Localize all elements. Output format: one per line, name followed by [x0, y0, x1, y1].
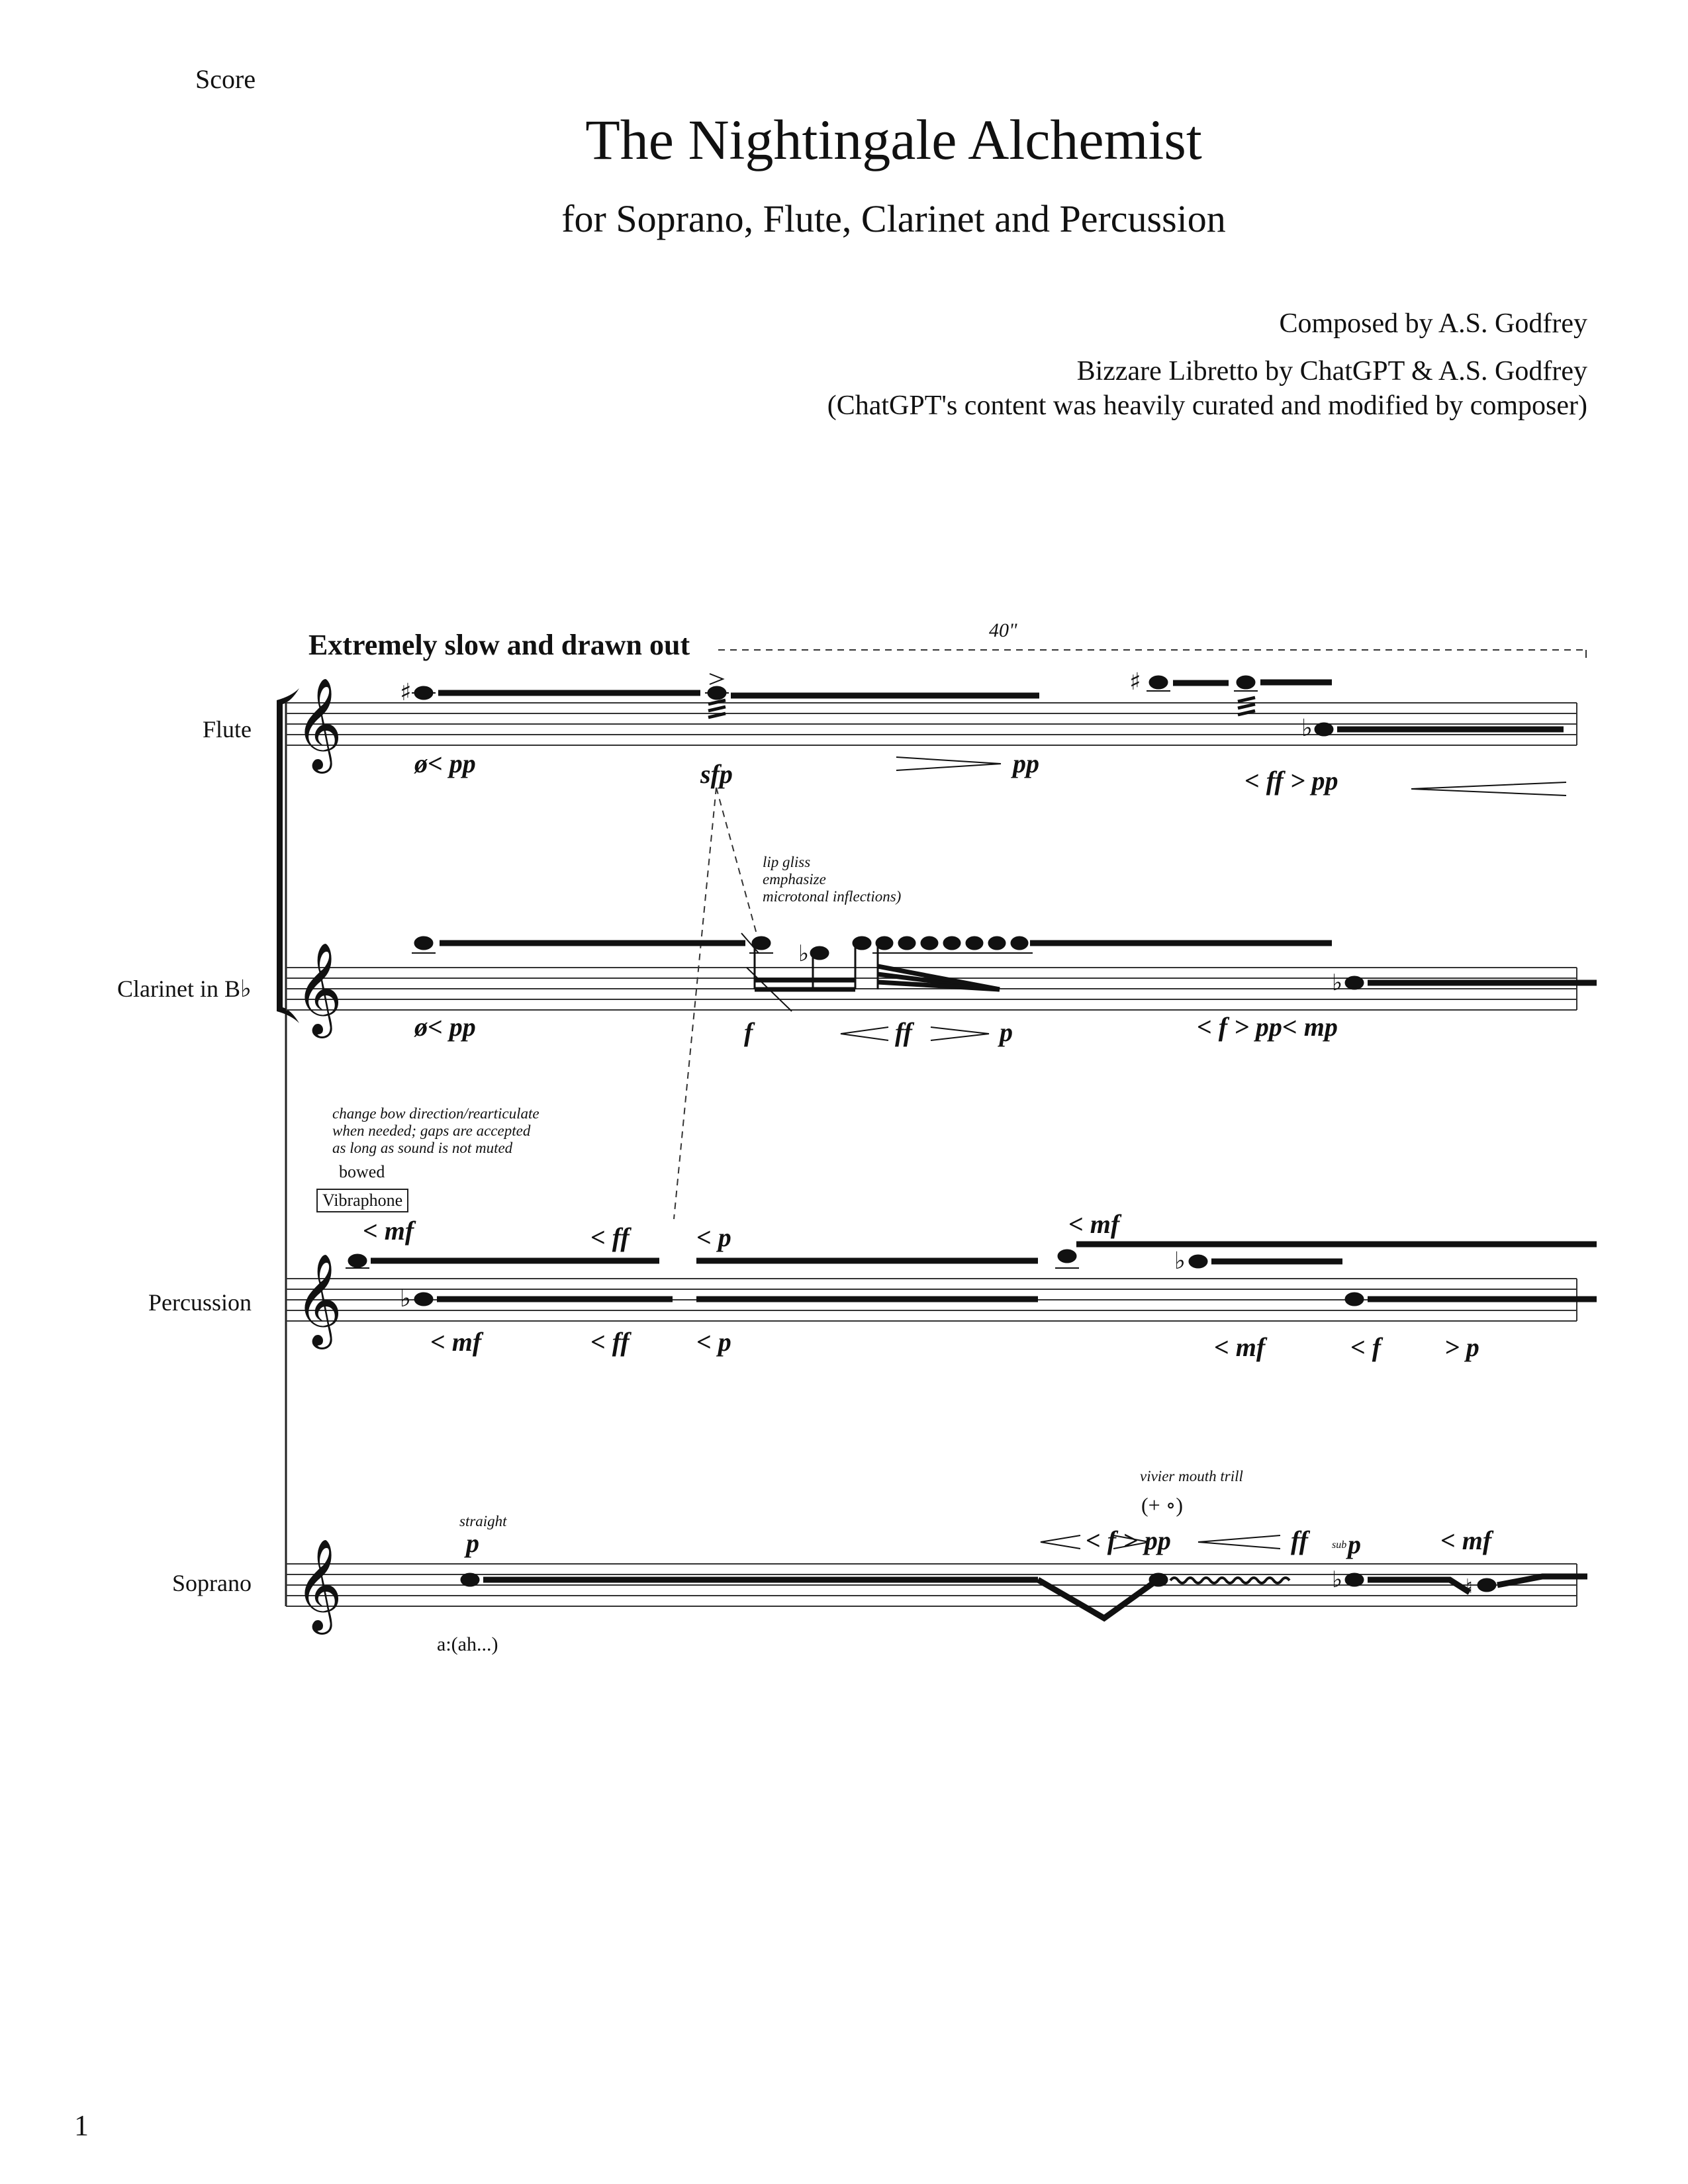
- soprano-straight: straight: [459, 1513, 507, 1529]
- percussion-bowed: bowed: [339, 1162, 385, 1181]
- page-subtitle: for Soprano, Flute, Clarinet and Percussion: [561, 197, 1226, 240]
- libretto-note: (ChatGPT's content was heavily curated and modified by composer): [827, 390, 1587, 421]
- clarinet-dynamic-1: ø< pp: [414, 1012, 476, 1042]
- soprano-lyric: a:(ah...): [437, 1633, 498, 1655]
- treble-clef-icon: 𝄞: [295, 1539, 342, 1631]
- soprano-dynamic-3: ff: [1291, 1525, 1308, 1555]
- instrument-label-soprano: Soprano: [172, 1570, 252, 1596]
- vibraphone-box: Vibraphone: [316, 1189, 408, 1212]
- cue-lines: [674, 788, 759, 1219]
- percussion-dynamic-top-1: < mf: [363, 1216, 414, 1246]
- page-number: 1: [74, 2109, 89, 2142]
- percussion-dynamic-bottom-4: < mf: [1214, 1332, 1266, 1362]
- clarinet-dynamic-4: p: [1000, 1017, 1013, 1047]
- percussion-dynamic-top-3: < p: [696, 1222, 731, 1252]
- tempo-marking: Extremely slow and drawn out: [308, 629, 690, 661]
- percussion-dynamic-bottom-1: < mf: [430, 1327, 482, 1357]
- percussion-dynamic-bottom-6: > p: [1444, 1332, 1479, 1362]
- clarinet-technique-3: microtonal inflections): [763, 888, 902, 905]
- instrument-label-flute: Flute: [202, 716, 252, 743]
- percussion-dynamic-bottom-5: < f: [1350, 1332, 1382, 1362]
- percussion-dynamic-bottom-3: < p: [696, 1327, 731, 1357]
- duration-bracket: [718, 650, 1586, 658]
- soprano-dynamic-1: p: [466, 1528, 479, 1558]
- soprano-dynamic-4: p: [1348, 1529, 1361, 1559]
- flute-dynamic-2: sfp: [700, 759, 733, 789]
- svg-text:♭: ♭: [1174, 1248, 1186, 1275]
- clarinet-technique-2: emphasize: [763, 871, 826, 887]
- percussion-dynamic-top-2: < ff: [590, 1222, 630, 1252]
- flute-dynamic-3: pp: [1013, 749, 1039, 778]
- clarinet-dynamic-5: < f > pp< mp: [1197, 1012, 1338, 1042]
- svg-text:♭: ♭: [400, 1285, 411, 1312]
- svg-text:♭: ♭: [798, 940, 810, 967]
- clarinet-dynamic-3: ff: [895, 1017, 912, 1047]
- percussion-instruction-2: when needed; gaps are accepted: [332, 1122, 531, 1139]
- svg-text:♭: ♭: [1301, 715, 1313, 742]
- page-title: The Nightingale Alchemist: [585, 108, 1202, 171]
- soprano-dynamic-2: < f > pp: [1086, 1525, 1171, 1555]
- soprano-trill-sign: (+ ∘): [1141, 1493, 1184, 1517]
- soprano-dynamic-5: < mf: [1440, 1525, 1492, 1555]
- staff-soprano: [286, 1564, 1577, 1606]
- staff-clarinet: [286, 968, 1577, 1010]
- soprano-trill-label: vivier mouth trill: [1140, 1468, 1243, 1484]
- treble-clef-icon: 𝄞: [295, 678, 342, 770]
- svg-text:♮: ♮: [1466, 1575, 1473, 1598]
- composer-credit: Composed by A.S. Godfrey: [1279, 308, 1587, 339]
- duration-marking: 40": [989, 619, 1017, 641]
- score-label: Score: [195, 64, 256, 94]
- svg-text:♭: ♭: [1332, 1567, 1343, 1593]
- clarinet-technique-1: lip gliss: [763, 854, 811, 870]
- percussion-instruction-1: change bow direction/rearticulate: [332, 1105, 539, 1122]
- treble-clef-icon: 𝄞: [295, 1253, 342, 1345]
- instrument-label-clarinet: Clarinet in B♭: [117, 976, 252, 1002]
- clarinet-dynamic-2: f: [744, 1017, 753, 1047]
- percussion-dynamic-top-4: < mf: [1068, 1209, 1120, 1239]
- treble-clef-icon: 𝄞: [295, 942, 342, 1034]
- flute-notes: [400, 668, 1566, 796]
- staff-flute: [286, 703, 1577, 745]
- soprano-sub: sub: [1332, 1539, 1347, 1551]
- libretto-credit: Bizzare Libretto by ChatGPT & A.S. Godfrey: [1076, 356, 1587, 387]
- instrument-label-percussion: Percussion: [148, 1289, 252, 1316]
- svg-text:♯: ♯: [1129, 668, 1141, 696]
- svg-text:♯: ♯: [400, 679, 412, 706]
- svg-text:♭: ♭: [1332, 970, 1343, 996]
- percussion-instruction-3: as long as sound is not muted: [332, 1140, 513, 1156]
- flute-dynamic-4: < ff > pp: [1244, 766, 1338, 796]
- flute-dynamic-1: ø< pp: [414, 749, 476, 778]
- percussion-dynamic-bottom-2: < ff: [590, 1327, 630, 1357]
